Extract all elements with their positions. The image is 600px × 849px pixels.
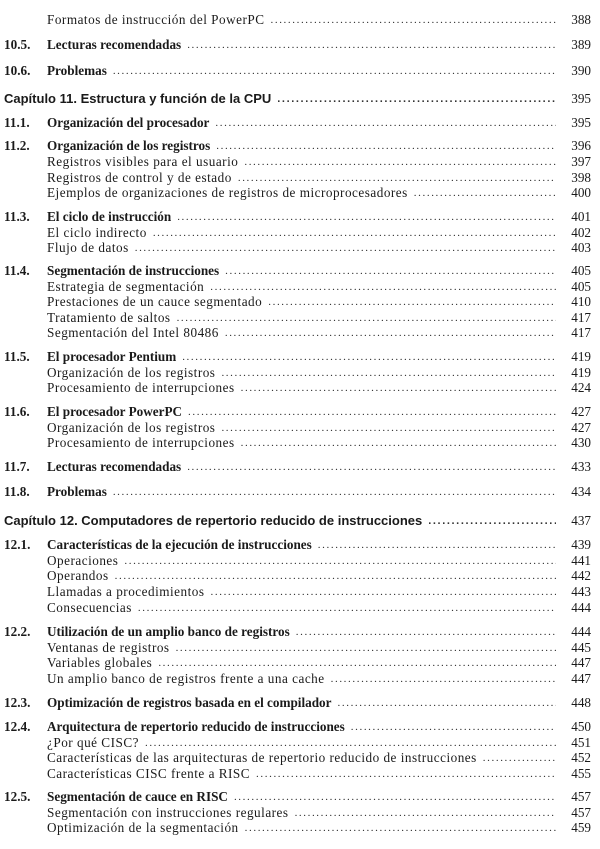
- toc-subsection-entry: [0, 185, 600, 201]
- page-number: 448: [571, 695, 591, 710]
- entry-title: Registros visibles para el usuario: [47, 154, 239, 169]
- page-number: 452: [571, 750, 591, 765]
- toc-subsection-entry: [0, 655, 600, 671]
- entry-title: Segmentación de instrucciones: [47, 263, 220, 278]
- entry-title: Características CISC frente a RISC: [47, 766, 251, 781]
- entry-title: Un amplio banco de registros frente a una cache: [47, 671, 325, 686]
- section-number: 11.8.: [4, 484, 30, 499]
- page-number: 389: [571, 37, 591, 52]
- dot-leader: [188, 404, 556, 420]
- page-number: 439: [571, 537, 591, 552]
- page-number: 445: [571, 640, 591, 655]
- toc-subsection-entry: [0, 805, 600, 821]
- page-number: 417: [571, 325, 591, 340]
- page-number: 430: [571, 435, 591, 450]
- dot-leader: [221, 420, 556, 436]
- entry-title: El procesador PowerPC: [47, 404, 183, 419]
- section-number: 12.4.: [4, 719, 31, 734]
- page-number: 396: [571, 138, 591, 153]
- dot-leader: [216, 138, 556, 154]
- page-number: 410: [571, 294, 591, 309]
- dot-leader: [244, 154, 556, 170]
- section-number: 11.3.: [4, 209, 30, 224]
- page-number: 400: [571, 185, 591, 200]
- toc-section-entry: [0, 695, 600, 711]
- page-number: 424: [571, 380, 591, 395]
- dot-leader: [177, 310, 556, 326]
- page-number: 405: [571, 263, 591, 278]
- toc-section-entry: [0, 719, 600, 735]
- page-number: 390: [571, 63, 591, 78]
- toc-section-entry: [0, 537, 600, 553]
- page-number: 455: [571, 766, 591, 781]
- page-number: 395: [571, 91, 591, 106]
- toc-subsection-entry: [0, 240, 600, 256]
- page-number: 403: [571, 240, 591, 255]
- entry-title: Procesamiento de interrupciones: [47, 435, 235, 450]
- dot-leader: [153, 225, 556, 241]
- toc-section-entry: [0, 484, 600, 500]
- toc-section-entry: [0, 349, 600, 365]
- dot-leader: [115, 568, 556, 584]
- page-number: 442: [571, 568, 591, 583]
- page-number: 441: [571, 553, 591, 568]
- entry-title: Registros de control y de estado: [47, 170, 232, 185]
- dot-leader: [225, 325, 556, 341]
- dot-leader: [211, 584, 556, 600]
- toc-subsection-entry: [0, 325, 600, 341]
- dot-leader: [256, 766, 556, 782]
- page-number: 447: [571, 655, 591, 670]
- entry-title: Problemas: [47, 484, 107, 499]
- dot-leader: [241, 435, 556, 451]
- toc-subsection-entry: [0, 225, 600, 241]
- page-number: 444: [571, 624, 591, 639]
- section-number: 12.2.: [4, 624, 31, 639]
- page-number: 419: [571, 349, 591, 364]
- toc-section-entry: [0, 63, 600, 79]
- page-number: 444: [571, 600, 591, 615]
- entry-title: Variables globales: [47, 655, 153, 670]
- dot-leader: [318, 537, 556, 553]
- toc-subsection-entry: [0, 735, 600, 751]
- toc-subsection-entry: [0, 553, 600, 569]
- entry-title: ¿Por qué CISC?: [47, 735, 139, 750]
- entry-title: Ejemplos de organizaciones de registros de microprocesadores: [47, 185, 408, 200]
- entry-title: Operandos: [47, 568, 109, 583]
- dot-leader: [414, 185, 556, 201]
- dot-leader: [351, 719, 556, 735]
- section-number: 12.1.: [4, 537, 31, 552]
- toc-section-entry: [0, 115, 600, 131]
- section-number: 12.3.: [4, 695, 31, 710]
- entry-title: Características de la ejecución de instrucciones: [47, 537, 312, 552]
- page-number: 450: [571, 719, 591, 734]
- toc-section-entry: [0, 624, 600, 640]
- page-number: 451: [571, 735, 591, 750]
- toc-subsection-entry: [0, 294, 600, 310]
- page-number: 443: [571, 584, 591, 599]
- entry-title: Optimización de registros basada en el compilador: [47, 695, 332, 710]
- dot-leader: [295, 805, 556, 821]
- dot-leader: [296, 624, 556, 640]
- entry-title: Formatos de instrucción del PowerPC: [47, 12, 265, 27]
- entry-title: Arquitectura de repertorio reducido de instrucciones: [47, 719, 345, 734]
- page-number: 459: [571, 820, 591, 835]
- page-number: 427: [571, 420, 591, 435]
- section-number: 11.5.: [4, 349, 30, 364]
- toc-section-entry: [0, 263, 600, 279]
- toc-subsection-entry: [0, 435, 600, 451]
- toc-subsection-entry: [0, 420, 600, 436]
- entry-title: Estrategia de segmentación: [47, 279, 205, 294]
- toc-subsection-entry: [0, 600, 600, 616]
- entry-title: Capítulo 11. Estructura y función de la CPU: [4, 91, 272, 106]
- dot-leader: [331, 671, 556, 687]
- toc-subsection-entry: [0, 766, 600, 782]
- dot-leader: [238, 170, 556, 186]
- page-number: 388: [571, 12, 591, 27]
- section-number: 11.4.: [4, 263, 30, 278]
- toc-subsection-entry: [0, 12, 600, 28]
- dot-leader: [271, 12, 557, 28]
- dot-leader: [135, 240, 556, 256]
- entry-title: Operaciones: [47, 553, 119, 568]
- section-number: 11.7.: [4, 459, 30, 474]
- section-number: 11.1.: [4, 115, 30, 130]
- entry-title: Segmentación con instrucciones regulares: [47, 805, 289, 820]
- dot-leader: [234, 789, 556, 805]
- dot-leader: [187, 459, 556, 475]
- entry-title: Capítulo 12. Computadores de repertorio reducido de instrucciones: [4, 513, 423, 528]
- dot-leader: [221, 365, 556, 381]
- entry-title: Utilización de un amplio banco de registros: [47, 624, 290, 639]
- toc-section-entry: [0, 209, 600, 225]
- dot-leader: [338, 695, 556, 711]
- section-number: 11.2.: [4, 138, 30, 153]
- toc-section-entry: [0, 404, 600, 420]
- toc-subsection-entry: [0, 584, 600, 600]
- dot-leader: [113, 484, 556, 500]
- toc-chapter-entry: [0, 91, 600, 107]
- page-number: 419: [571, 365, 591, 380]
- entry-title: Problemas: [47, 63, 107, 78]
- page-number: 427: [571, 404, 591, 419]
- dot-leader: [113, 63, 556, 79]
- page-number: 433: [571, 459, 591, 474]
- toc-subsection-entry: [0, 671, 600, 687]
- toc-subsection-entry: [0, 750, 600, 766]
- entry-title: Organización de los registros: [47, 138, 211, 153]
- dot-leader: [428, 513, 556, 529]
- section-number: 11.6.: [4, 404, 30, 419]
- entry-title: Segmentación del Intel 80486: [47, 325, 219, 340]
- dot-leader: [176, 640, 556, 656]
- dot-leader: [215, 115, 556, 131]
- toc-subsection-entry: [0, 365, 600, 381]
- entry-title: Procesamiento de interrupciones: [47, 380, 235, 395]
- page-number: 395: [571, 115, 591, 130]
- toc-subsection-entry: [0, 154, 600, 170]
- entry-title: Consecuencias: [47, 600, 132, 615]
- toc-section-entry: [0, 138, 600, 154]
- toc-subsection-entry: [0, 820, 600, 836]
- dot-leader: [138, 600, 556, 616]
- dot-leader: [277, 91, 556, 107]
- dot-leader: [241, 380, 556, 396]
- dot-leader: [483, 750, 556, 766]
- entry-title: El procesador Pentium: [47, 349, 177, 364]
- dot-leader: [210, 279, 556, 295]
- entry-title: El ciclo de instrucción: [47, 209, 172, 224]
- toc-subsection-entry: [0, 279, 600, 295]
- dot-leader: [268, 294, 556, 310]
- dot-leader: [158, 655, 556, 671]
- entry-title: Optimización de la segmentación: [47, 820, 239, 835]
- section-number: 10.6.: [4, 63, 31, 78]
- section-number: 12.5.: [4, 789, 31, 804]
- toc-section-entry: [0, 459, 600, 475]
- page-number: 401: [571, 209, 591, 224]
- entry-title: El ciclo indirecto: [47, 225, 147, 240]
- toc-subsection-entry: [0, 380, 600, 396]
- entry-title: Ventanas de registros: [47, 640, 170, 655]
- page-number: 405: [571, 279, 591, 294]
- toc-subsection-entry: [0, 640, 600, 656]
- page-number: 397: [571, 154, 591, 169]
- toc-subsection-entry: [0, 310, 600, 326]
- page-number: 417: [571, 310, 591, 325]
- entry-title: Llamadas a procedimientos: [47, 584, 205, 599]
- page-number: 402: [571, 225, 591, 240]
- dot-leader: [245, 820, 556, 836]
- entry-title: Lecturas recomendadas: [47, 37, 182, 52]
- toc-subsection-entry: [0, 170, 600, 186]
- entry-title: Características de las arquitecturas de repertorio reducido de instrucciones: [47, 750, 477, 765]
- entry-title: Segmentación de cauce en RISC: [47, 789, 228, 804]
- page-number: 398: [571, 170, 591, 185]
- page-number: 447: [571, 671, 591, 686]
- entry-title: Tratamiento de saltos: [47, 310, 171, 325]
- page-number: 457: [571, 789, 591, 804]
- toc-chapter-entry: [0, 513, 600, 529]
- dot-leader: [187, 37, 556, 53]
- entry-title: Flujo de datos: [47, 240, 129, 255]
- dot-leader: [124, 553, 556, 569]
- entry-title: Organización de los registros: [47, 420, 216, 435]
- dot-leader: [145, 735, 556, 751]
- dot-leader: [182, 349, 556, 365]
- entry-title: Organización de los registros: [47, 365, 216, 380]
- entry-title: Lecturas recomendadas: [47, 459, 182, 474]
- page-number: 457: [571, 805, 591, 820]
- dot-leader: [225, 263, 556, 279]
- page-number: 437: [571, 513, 591, 528]
- section-number: 10.5.: [4, 37, 31, 52]
- entry-title: Prestaciones de un cauce segmentado: [47, 294, 263, 309]
- toc-section-entry: [0, 789, 600, 805]
- page-number: 434: [571, 484, 591, 499]
- entry-title: Organización del procesador: [47, 115, 210, 130]
- dot-leader: [177, 209, 556, 225]
- toc-section-entry: [0, 37, 600, 53]
- toc-subsection-entry: [0, 568, 600, 584]
